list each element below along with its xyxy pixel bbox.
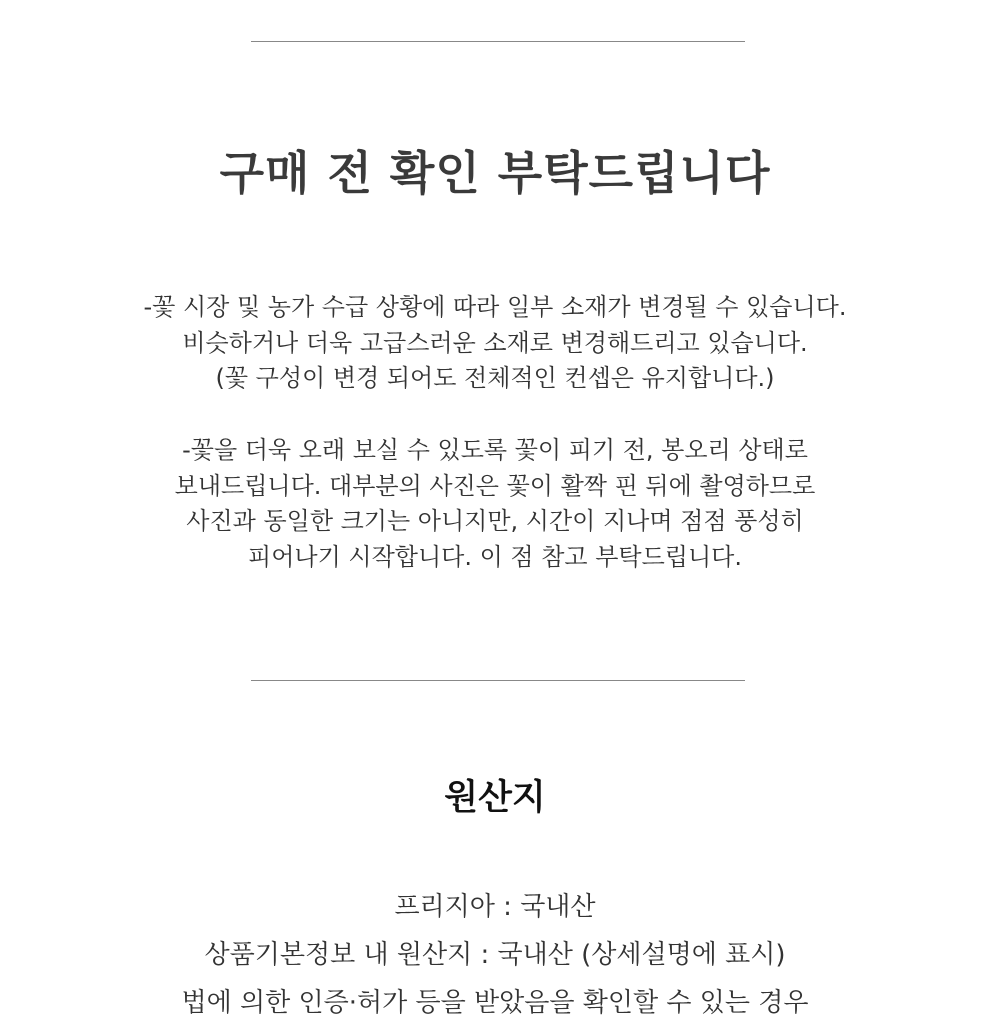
origin-line: 법에 의한 인증·허가 등을 받았음을 확인할 수 있는 경우	[181, 988, 809, 1018]
notice-line: (꽃 구성이 변경 되어도 전체적인 컨셉은 유지합니다.)	[215, 364, 775, 392]
origin-info-list	[0, 883, 990, 1027]
top-divider	[251, 41, 745, 42]
notice-line: -꽃 시장 및 농가 수급 상황에 따라 일부 소재가 변경될 수 있습니다.	[143, 293, 847, 321]
notice-line: -꽃을 더욱 오래 보실 수 있도록 꽃이 피기 전, 봉오리 상태로	[182, 436, 808, 464]
notice-title: 구매 전 확인 부탁드립니다	[219, 146, 771, 200]
origin-line: 상품기본정보 내 원산지 : 국내산 (상세설명에 표시)	[204, 940, 786, 970]
notice-line: 사진과 동일한 크기는 아니지만, 시간이 지나며 점점 풍성히	[186, 507, 804, 535]
notice-line: 보내드립니다. 대부분의 사진은 꽃이 활짝 핀 뒤에 촬영하므로	[174, 471, 816, 500]
section-divider	[251, 680, 745, 681]
origin-title: 원산지	[444, 778, 546, 818]
notice-paragraph-substitution	[0, 290, 990, 397]
notice-line: 피어나기 시작합니다. 이 점 참고 부탁드립니다.	[248, 542, 742, 571]
notice-paragraph-bud-state	[0, 433, 990, 575]
notice-line: 비슷하거나 더욱 고급스러운 소재로 변경해드리고 있습니다.	[182, 328, 808, 357]
origin-line: 프리지아 : 국내산	[394, 892, 596, 922]
